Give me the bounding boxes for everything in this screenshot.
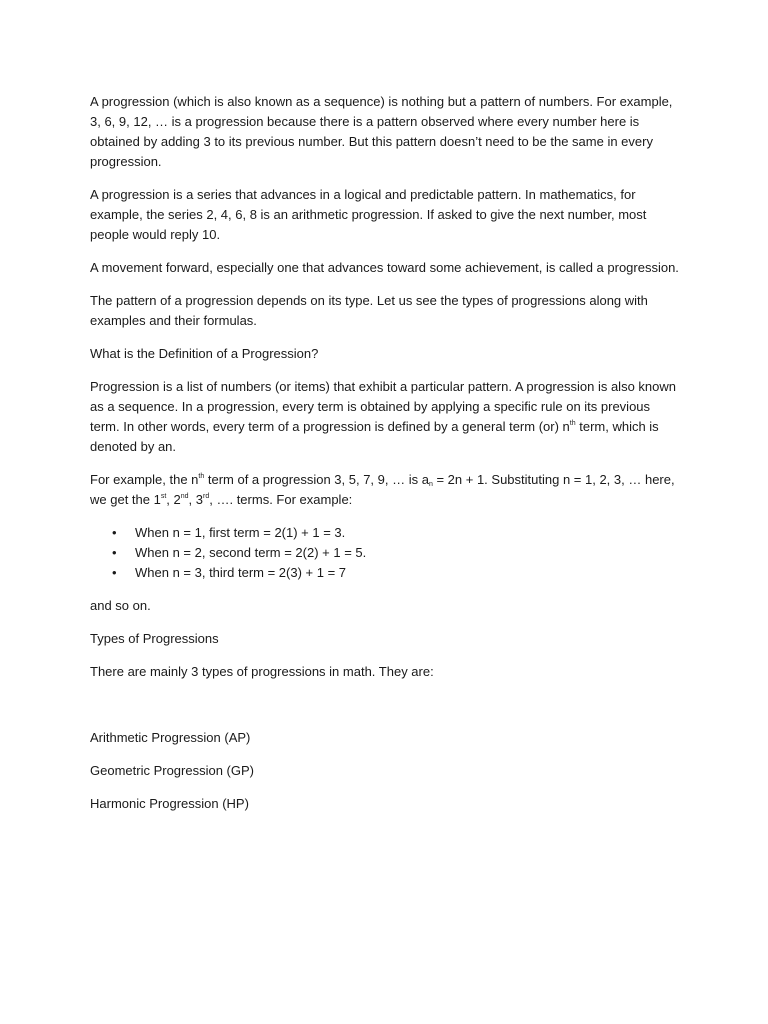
paragraph-series: A progression is a series that advances in a logical and predictable pattern. In mathematics, for example, the series 2, 4, 6, 8 is an arithmetic progression. If asked to give the next number, most people would reply 10. <box>90 187 647 242</box>
paragraph-pattern: The pattern of a progression depends on its type. Let us see the types of progressions along with examples and their formulas. <box>90 293 648 328</box>
list-item-text: When n = 3, third term = 2(3) + 1 = 7 <box>135 565 346 580</box>
paragraph-intro: A progression (which is also known as a sequence) is nothing but a pattern of numbers. For example, 3, 6, 9, 12, … is a progression because there is a pattern observed where every number here is obtained by adding 3 to its previous number. But this pattern doesn’t need to be the same in every progression. <box>90 94 673 169</box>
list-item <box>90 543 680 563</box>
definition-sup: th <box>569 420 576 427</box>
definition-text-a: Progression is a list of numbers (or items) that exhibit a particular pattern. A progression is also known as a sequence. In a progression, every term is obtained by applying a specific rule on its previous term. In other words, every term of a progression is defined by a general term (or) n <box>90 379 676 434</box>
bullet-icon: • <box>112 545 117 560</box>
paragraph-example <box>90 470 680 510</box>
heading-types: Types of Progressions <box>90 631 219 646</box>
example-text-b: term of a progression 3, 5, 7, 9, … is a <box>204 472 429 487</box>
list-item-text: When n = 2, second term = 2(2) + 1 = 5. <box>135 545 367 560</box>
list-item <box>90 563 680 583</box>
example-text-c: = 2n + 1. Substituting n = 1, 2, 3, … here, we get the 1 <box>90 472 675 507</box>
paragraph-and-so-on: and so on. <box>90 598 151 613</box>
document-page <box>90 92 680 827</box>
paragraph-definition <box>90 377 680 457</box>
paragraph-types-intro: There are mainly 3 types of progressions in math. They are: <box>90 664 434 679</box>
example-sup-rd: rd <box>203 493 210 500</box>
example-text-f: , …. terms. For example: <box>209 492 353 507</box>
heading-definition: What is the Definition of a Progression? <box>90 346 319 361</box>
definition-text-b: term, which is denoted by an. <box>90 419 659 454</box>
example-sup-nth: th <box>198 473 205 480</box>
list-item <box>90 523 680 543</box>
type-arithmetic: Arithmetic Progression (AP) <box>90 730 251 745</box>
example-sub-n: n <box>428 481 433 488</box>
blank-line <box>90 695 680 728</box>
bullet-icon: • <box>112 565 117 580</box>
type-harmonic: Harmonic Progression (HP) <box>90 796 249 811</box>
example-text-e: , 3 <box>188 492 204 507</box>
example-sup-nd: nd <box>180 493 189 500</box>
example-text-d: , 2 <box>166 492 181 507</box>
bullet-list <box>90 523 680 583</box>
example-sup-st: st <box>160 493 167 500</box>
example-text-a: For example, the n <box>90 472 199 487</box>
bullet-icon: • <box>112 525 117 540</box>
paragraph-movement: A movement forward, especially one that advances toward some achievement, is called a progression. <box>90 260 679 275</box>
type-geometric: Geometric Progression (GP) <box>90 763 254 778</box>
list-item-text: When n = 1, first term = 2(1) + 1 = 3. <box>135 525 346 540</box>
